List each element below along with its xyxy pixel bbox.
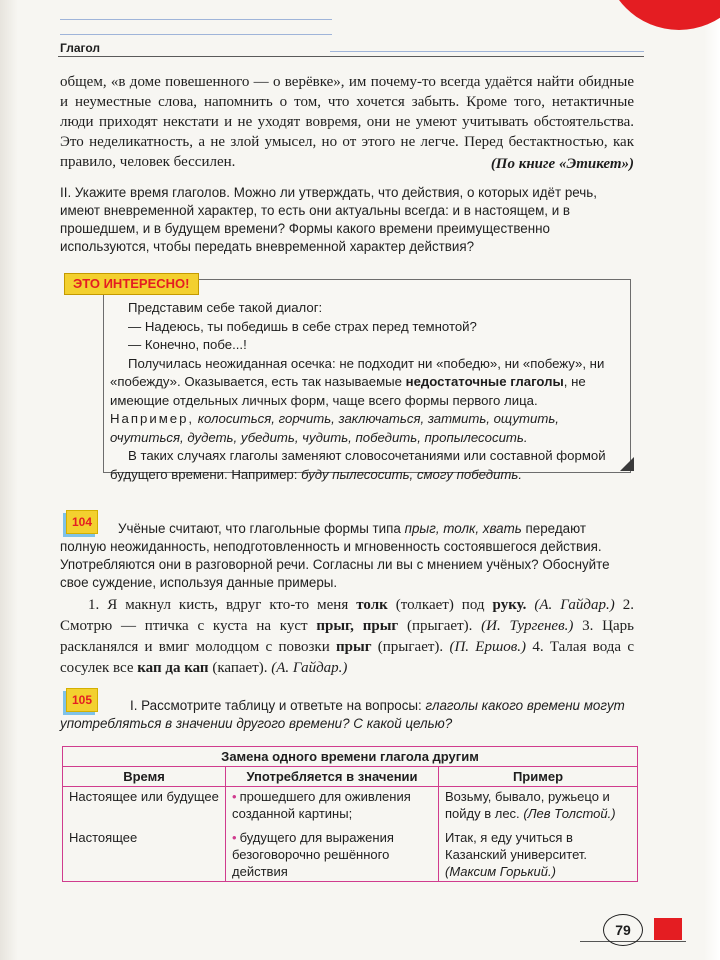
interest-p4-italic: колоситься, горчить, заключаться, затмить, ощутить, очутиться, дудеть, убедить, чудить, победить, пропылесосить. xyxy=(110,411,559,445)
ex104-s1c: (толкает) под xyxy=(387,597,493,613)
page-edge-left xyxy=(0,0,18,960)
box-corner-mark xyxy=(620,457,634,471)
ex104-s4a: 4. Талая вода с сосулек все xyxy=(60,639,635,676)
ex105-t1-italic: глаголы какого времени могут употребляться в значении другого времени? С какой целью? xyxy=(60,698,625,731)
ex104-t1-italic: прыг, толк, хвать xyxy=(404,521,522,536)
page-number: 79 xyxy=(603,914,643,946)
ex104-s2src: (И. Тургенев.) xyxy=(472,618,574,634)
intro-paragraph-text: общем, «в доме повешенного — о верёвке», им почему-то всегда удаётся найти обидные и неуместные слова, напомнить о том, что хочется забыть. Кроме того, нетактичные люди приходят некстати и не уходят вовремя, они не умеют учитывать обстоятельства. Это неделикатность, а не злой умысел, но от этого не легче. Перед бестактностью, как правило, человек бессилен. xyxy=(60,74,634,170)
row1-example-text: Возьму, бывало, ружьецо и пойду в лес. xyxy=(445,789,610,821)
ex104-s4b: кап да кап xyxy=(137,660,209,676)
ex104-s2a: 2. Смотрю — птичка с куста на куст xyxy=(60,597,635,634)
ex104-s3c: (прыгает). xyxy=(371,639,444,655)
row2-example-text: Итак, я еду учиться в Казанский университет. xyxy=(445,830,588,862)
intro-source: (По книге «Этикет») xyxy=(490,156,634,172)
ex104-s1b1: толк xyxy=(356,597,388,613)
table-header-time: Время xyxy=(63,767,226,787)
interest-text xyxy=(110,299,622,484)
bullet-icon: • xyxy=(232,789,237,804)
ex104-s1b2: руку. xyxy=(492,597,527,613)
ex104-s3src: (П. Ершов.) xyxy=(443,639,527,655)
table-header-row xyxy=(63,767,638,787)
row2-time: Настоящее xyxy=(63,823,226,882)
top-rule-1 xyxy=(60,19,332,20)
ex104-s3b: прыг xyxy=(336,639,372,655)
task-ii-paragraph: II. Укажите время глаголов. Можно ли утверждать, что действия, о которых идёт речь, имеют вневременной характер, то есть они актуальны всегда: и в настоящем, и в прошедшем, и в будущем времени? Формы какого времени преимущественно используются, чтобы передать вневременной характер действия? xyxy=(60,185,597,254)
ex104-s1a: 1. Я макнул кисть, вдруг кто-то меня xyxy=(88,597,357,613)
ex104-s2b: прыг, прыг xyxy=(316,618,399,634)
interest-p4-spaced: Например, xyxy=(110,411,195,426)
row2-example xyxy=(439,823,638,882)
ex104-s2c: (прыгает). xyxy=(398,618,473,634)
exercise-104-number: 104 xyxy=(66,510,98,534)
interest-p5 xyxy=(110,447,622,484)
ex104-s4src: (А. Гайдар.) xyxy=(267,660,348,676)
interest-p4-b: , не имеющие отдельных личных форм, чаще всего формы первого лица. xyxy=(110,374,586,408)
bullet-icon: • xyxy=(232,830,237,845)
ex104-s3a: 3. Царь раскланялся и вмиг молодцом с повозки xyxy=(60,618,634,655)
row1-example-src: (Лев Толстой.) xyxy=(523,806,616,821)
interest-p4-a: Получилась неожиданная осечка: не подходит ни «победю», ни «побежу», ни «побежду». Оказывается, есть так называемые xyxy=(110,355,605,389)
interest-p4-bold: недостаточные глаголы xyxy=(405,374,564,389)
table-row xyxy=(63,823,638,882)
interest-p2: — Надеюсь, ты победишь в себе страх перед темнотой? xyxy=(128,318,477,334)
table-row xyxy=(63,787,638,824)
top-rule-2 xyxy=(60,34,332,35)
ex104-t2: передают полную неожиданность, неподготовленность и мгновенность состоявшегося действия. Употребляются они в разговорной речи. Согласны ли вы с мнением учёных? Обоснуйте свое суждение, используя данные примеры. xyxy=(60,521,610,590)
row1-time: Настоящее или будущее xyxy=(63,787,226,824)
table-caption: Замена одного времени глагола другим xyxy=(63,747,638,767)
ex104-s4c: (капает). xyxy=(208,660,268,676)
exercise-105-number: 105 xyxy=(66,688,98,712)
red-corner-decoration xyxy=(604,0,720,30)
interest-p5-a: В таких случаях глаголы заменяют словосочетаниями или составной формой будущего времени. Например: xyxy=(110,448,606,482)
interest-p4 xyxy=(110,355,622,448)
row2-example-src: (Максим Горький.) xyxy=(445,864,556,879)
interest-p5-italic: буду пылесосить, смогу победить. xyxy=(301,466,523,482)
exercise-105-task xyxy=(60,697,634,733)
row1-meaning xyxy=(226,787,439,824)
ex105-t1: I. Рассмотрите таблицу и ответьте на вопросы: xyxy=(130,698,426,713)
header-rule-blue xyxy=(330,51,644,52)
interest-p3: — Конечно, побе...! xyxy=(128,337,247,352)
page-corner-red-block xyxy=(654,918,682,940)
exercise-104-sentences xyxy=(60,595,634,679)
row1-meaning-text: прошедшего для оживления созданной картины; xyxy=(232,789,411,821)
table-caption-row xyxy=(63,747,638,767)
table-header-example: Пример xyxy=(439,767,638,787)
interest-badge: ЭТО ИНТЕРЕСНО! xyxy=(64,273,199,295)
tense-replacement-table xyxy=(62,746,638,882)
ex104-s1src: (А. Гайдар.) xyxy=(526,597,615,613)
row2-meaning-text: будущего для выражения безоговорочно решённого действия xyxy=(232,830,394,879)
page-header-title: Глагол xyxy=(60,41,100,55)
row2-meaning xyxy=(226,823,439,882)
header-rule xyxy=(58,56,644,57)
exercise-104-task xyxy=(60,520,634,592)
page-edge-right xyxy=(704,0,720,960)
ex104-t1: Учёные считают, что глагольные формы типа xyxy=(118,521,405,536)
interest-p1: Представим себе такой диалог: xyxy=(128,300,323,315)
table-header-meaning: Употребляется в значении xyxy=(226,767,439,787)
row1-example xyxy=(439,787,638,824)
